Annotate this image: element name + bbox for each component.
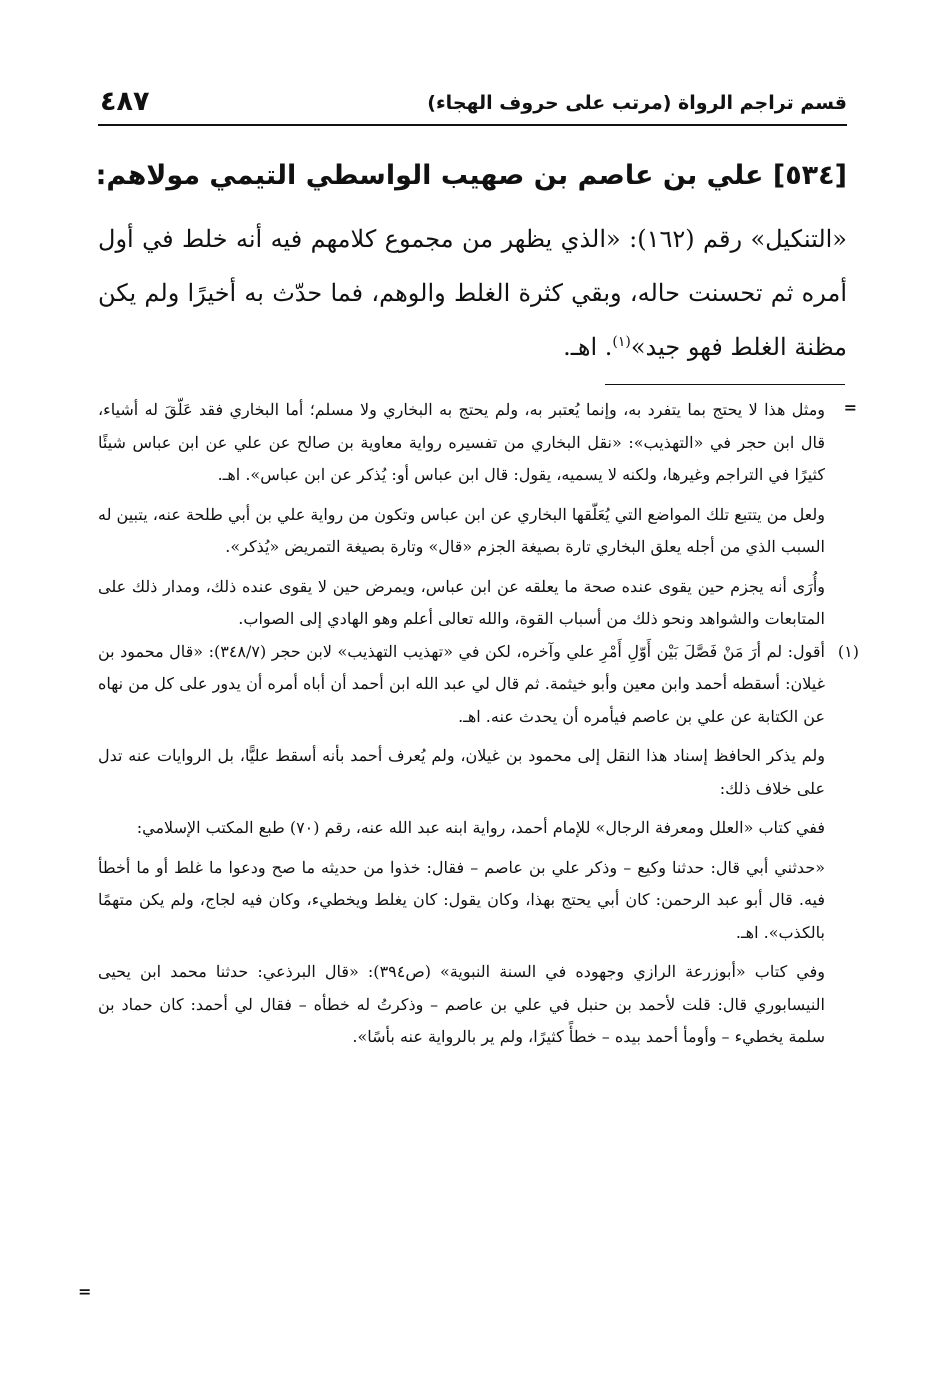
entry-title: [٥٣٤] علي بن عاصم بن صهيب الواسطي التيمي مولاهم: xyxy=(95,160,847,191)
footnote-number: (١) xyxy=(837,641,859,661)
footnote-paragraph: ففي كتاب «العلل ومعرفة الرجال» للإمام أحمد، رواية ابنه عبد الله عنه، رقم (٧٠) طبع المكتب الإسلامي: xyxy=(136,818,825,837)
footnote-reference: (١) xyxy=(612,334,631,350)
footnote-paragraph: ولم يذكر الحافظ إسناد هذا النقل إلى محمود بن غيلان، ولم يُعرف أحمد بأنه أسقط عليًّا، بل الروايات عنه تدل على خلاف ذلك: xyxy=(98,746,825,798)
entry-body-text: «التنكيل» رقم (١٦٢): «الذي يظهر من مجموع كلامهم فيه أنه خلط في أول أمره ثم تحسنت حاله، وبقي كثرة الغلط والوهم، فما حدّث به أخيرًا ولم يكن مظنة الغلط فهو جيد» xyxy=(98,225,847,361)
entry-body xyxy=(98,212,847,374)
entry-body-end: . اهـ. xyxy=(563,333,613,361)
footnote-paragraph: ومثل هذا لا يحتج بما يتفرد به، وإنما يُعتبر به، ولم يحتج به البخاري ولا مسلم؛ أما البخاري فقد عَلّقَ له أشياء، قال ابن حجر في «التهذيب»: «نقل البخاري من تفسيره رواية معاوية بن صالح عن علي عن ابن عباس شيئًا كثيرًا في التراجم وغيرها، ولكنه لا يسميه، يقول: قال ابن عباس أو: يُذكر عن ابن عباس». اهـ. xyxy=(98,400,825,484)
page-number: ٤٨٧ xyxy=(100,86,150,117)
footnote-paragraph: وفي كتاب «أبوزرعة الرازي وجهوده في السنة النبوية» (ص٣٩٤): «قال البرذعي: حدثنا محمد ابن يحيى النيسابوري قال: قلت لأحمد بن حنبل في علي بن عاصم – وذكرتُ له خطأه – فقال لي أحمد: كان حماد بن سلمة يخطيء – وأومأ أحمد بيده – خطأً كثيرًا، ولم ير بالرواية عنه بأسًا». xyxy=(98,962,825,1046)
footnote-continuation-mark: = xyxy=(843,398,857,417)
page-header xyxy=(98,84,847,126)
footnote-1 xyxy=(98,636,859,734)
footnote-paragraph: ولعل من يتتبع تلك المواضع التي يُعَلّقها البخاري عن ابن عباس وتكون من رواية علي بن أبي طلحة عنه، يتبين له السبب الذي من أجله يعلق البخاري تارة بصيغة الجزم «قال» وتارة بصيغة التمريض «يُذكر». xyxy=(98,504,825,556)
footnotes xyxy=(98,394,859,1054)
footnote-paragraph: «حدثني أبي قال: حدثنا وكيع – وذكر علي بن عاصم – فقال: خذوا من حديثه ما صح ودعوا ما غلط أو ما أخطأ فيه. قال أبو عبد الرحمن: كان أبي يحتج بهذا، وكان يقول: كان يغلط ويخطيء، وكان فيه لجاج، ولم يكن متهمًا بالكذب». اهـ. xyxy=(98,857,826,942)
footnote-separator xyxy=(605,384,845,385)
running-title: قسم تراجم الرواة (مرتب على حروف الهجاء) xyxy=(427,92,847,114)
footnote-paragraph: وأُرَى أنه يجزم حين يقوى عنده صحة ما يعلقه عن ابن عباس، ويمرض حين لا يقوى عنده ذلك، ومدار ذلك على المتابعات والشواهد ونحو ذلك من أسباب القوة، والله تعالى أعلم وهو الهادي إلى الصواب. xyxy=(98,576,825,628)
footnote-continues-mark: = xyxy=(78,1282,92,1301)
footnote-1-text: أقول: لم أرَ مَنْ فَصَّلَ بَيْن أَوّلِ أَمْرِ علي وآخره، لكن في «تهذيب التهذيب» لابن حجر (٣٤٨/٧): «قال محمود بن غيلان: أسقطه أحمد وابن معين وأبو خيثمة. ثم قال لي عبد الله ابن أحمد أن أباه أمره أن يدور على كل من نهاه عن الكتابة عن علي بن عاصم فيأمره أن يحدث عنه. اهـ. xyxy=(98,641,826,726)
